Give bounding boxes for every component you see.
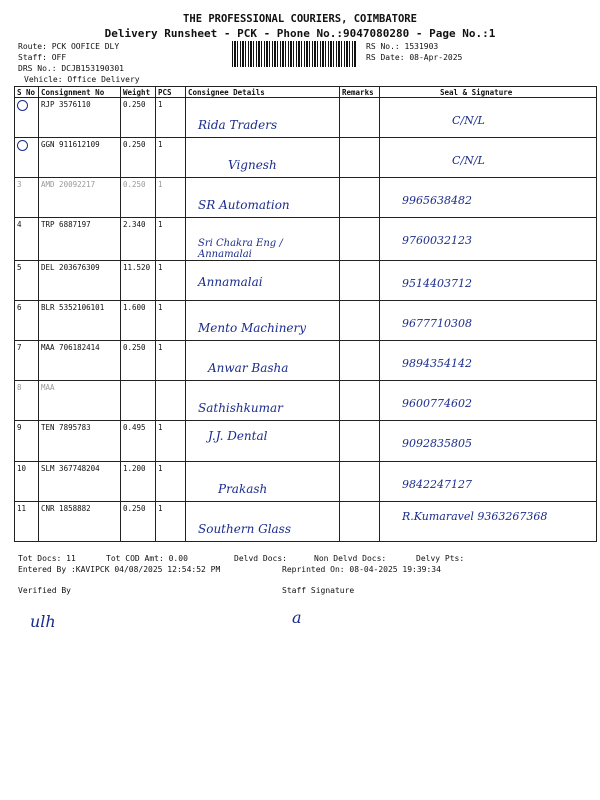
rs-number: RS No.: 1531903 (366, 42, 439, 51)
row-sno (15, 138, 39, 178)
row-sno: 6 (15, 301, 39, 341)
row-pcs: 1 (156, 138, 186, 178)
row-remarks (340, 381, 380, 421)
row-pcs (156, 381, 186, 421)
row-consignee: Sri Chakra Eng / Annamalai (186, 218, 340, 261)
row-weight: 11.520 (121, 261, 156, 301)
row-weight: 0.250 (121, 502, 156, 542)
row-weight: 0.495 (121, 421, 156, 462)
staff-signature: a (292, 608, 302, 627)
table-row (15, 178, 597, 218)
runsheet-subtitle: Delivery Runsheet - PCK - Phone No.:9047080280 - Page No.:1 (104, 27, 496, 40)
row-consignment: AMD 20092217 (39, 178, 121, 218)
row-consignee: Sathishkumar (186, 381, 340, 421)
route: Route: PCK OOFICE DLY (18, 42, 120, 51)
row-weight: 0.250 (121, 98, 156, 138)
row-sno: 7 (15, 341, 39, 381)
table-row (15, 462, 597, 502)
table-row (15, 341, 597, 381)
route-info (18, 41, 140, 85)
row-pcs: 1 (156, 421, 186, 462)
row-signature: 9514403712 (380, 261, 597, 301)
row-remarks (340, 462, 380, 502)
row-consignment: RJP 3576110 (39, 98, 121, 138)
table-row (15, 138, 597, 178)
non-delivered-docs: Non Delvd Docs: (314, 554, 387, 563)
row-consignee: Prakash (186, 462, 340, 502)
row-sno: 4 (15, 218, 39, 261)
row-sno: 5 (15, 261, 39, 301)
row-signature: 9760032123 (380, 218, 597, 261)
row-weight: 1.600 (121, 301, 156, 341)
circle-mark-icon (17, 100, 28, 111)
row-consignee: SR Automation (186, 178, 340, 218)
delivery-points: Delvy Pts: (416, 554, 465, 563)
row-signature: 9894354142 (380, 341, 597, 381)
row-consignee: Rida Traders (186, 98, 340, 138)
row-sno (15, 98, 39, 138)
table-row (15, 218, 597, 261)
table-row (15, 502, 597, 542)
tot-cod-amount: Tot COD Amt: 0.00 (106, 554, 188, 563)
runsheet-table-container (14, 86, 596, 542)
row-weight: 2.340 (121, 218, 156, 261)
rs-info (366, 41, 462, 63)
row-weight: 0.250 (121, 341, 156, 381)
row-signature: R.Kumaravel 9363267368 (380, 502, 597, 542)
row-remarks (340, 98, 380, 138)
row-consignee: J.J. Dental (186, 421, 340, 462)
row-consignee: Anwar Basha (186, 341, 340, 381)
row-consignee: Mento Machinery (186, 301, 340, 341)
staff-signature-label: Staff Signature (282, 586, 355, 595)
row-weight (121, 381, 156, 421)
row-consignment: CNR 1858882 (39, 502, 121, 542)
entered-by: Entered By :KAVIPCK 04/08/2025 12:54:52 PM (18, 565, 221, 574)
row-sno: 3 (15, 178, 39, 218)
row-signature: 9965638482 (380, 178, 597, 218)
table-header-row (15, 87, 597, 98)
row-pcs: 1 (156, 98, 186, 138)
row-pcs: 1 (156, 301, 186, 341)
row-signature: C/N/L (380, 138, 597, 178)
row-consignee: Southern Glass (186, 502, 340, 542)
row-sno: 8 (15, 381, 39, 421)
row-consignment: BLR 5352106101 (39, 301, 121, 341)
barcode-image (232, 41, 356, 67)
row-weight: 0.250 (121, 178, 156, 218)
row-signature: 9677710308 (380, 301, 597, 341)
row-signature: C/N/L (380, 98, 597, 138)
table-row (15, 381, 597, 421)
row-weight: 0.250 (121, 138, 156, 178)
row-signature: 9842247127 (380, 462, 597, 502)
circle-mark-icon (17, 140, 28, 151)
row-consignment: TRP 6887197 (39, 218, 121, 261)
tot-docs: Tot Docs: 11 (18, 554, 76, 563)
header-signature: Seal & Signature (380, 87, 597, 98)
row-remarks (340, 341, 380, 381)
table-row (15, 301, 597, 341)
header-weight: Weight (121, 87, 156, 98)
header-pcs: PCS (156, 87, 186, 98)
row-pcs: 1 (156, 261, 186, 301)
row-consignment: GGN 911612109 (39, 138, 121, 178)
row-pcs: 1 (156, 218, 186, 261)
header-consignee: Consignee Details (186, 87, 340, 98)
row-sno: 10 (15, 462, 39, 502)
row-signature: 9092835805 (380, 421, 597, 462)
row-pcs: 1 (156, 178, 186, 218)
row-consignment: SLM 367748204 (39, 462, 121, 502)
row-sno: 11 (15, 502, 39, 542)
table-row (15, 98, 597, 138)
runsheet-table (14, 86, 597, 542)
drs-number: DRS No.: DCJB153190301 (18, 64, 124, 73)
table-row (15, 261, 597, 301)
row-remarks (340, 502, 380, 542)
table-row (15, 421, 597, 462)
header-sno: S No (15, 87, 39, 98)
header-consignment: Consignment No (39, 87, 121, 98)
staff: Staff: OFF (18, 53, 67, 62)
row-remarks (340, 138, 380, 178)
row-remarks (340, 218, 380, 261)
row-remarks (340, 261, 380, 301)
row-weight: 1.200 (121, 462, 156, 502)
row-consignment: TEN 7895783 (39, 421, 121, 462)
row-remarks (340, 178, 380, 218)
row-consignee: Vignesh (186, 138, 340, 178)
row-pcs: 1 (156, 341, 186, 381)
verified-by-label: Verified By (18, 586, 71, 595)
vehicle: Vehicle: Office Delivery (24, 75, 140, 84)
reprinted-on: Reprinted On: 08-04-2025 19:39:34 (282, 565, 441, 574)
delivered-docs: Delvd Docs: (234, 554, 287, 563)
row-pcs: 1 (156, 462, 186, 502)
rs-date: RS Date: 08-Apr-2025 (366, 53, 463, 62)
row-remarks (340, 301, 380, 341)
row-consignment: MAA (39, 381, 121, 421)
row-consignee: Annamalai (186, 261, 340, 301)
row-consignment: DEL 203676309 (39, 261, 121, 301)
row-signature: 9600774602 (380, 381, 597, 421)
row-sno: 9 (15, 421, 39, 462)
company-title: THE PROFESSIONAL COURIERS, COIMBATORE (183, 13, 417, 25)
verified-signature: ulh (30, 612, 56, 631)
row-remarks (340, 421, 380, 462)
row-pcs: 1 (156, 502, 186, 542)
row-consignment: MAA 706182414 (39, 341, 121, 381)
header-remarks: Remarks (340, 87, 380, 98)
